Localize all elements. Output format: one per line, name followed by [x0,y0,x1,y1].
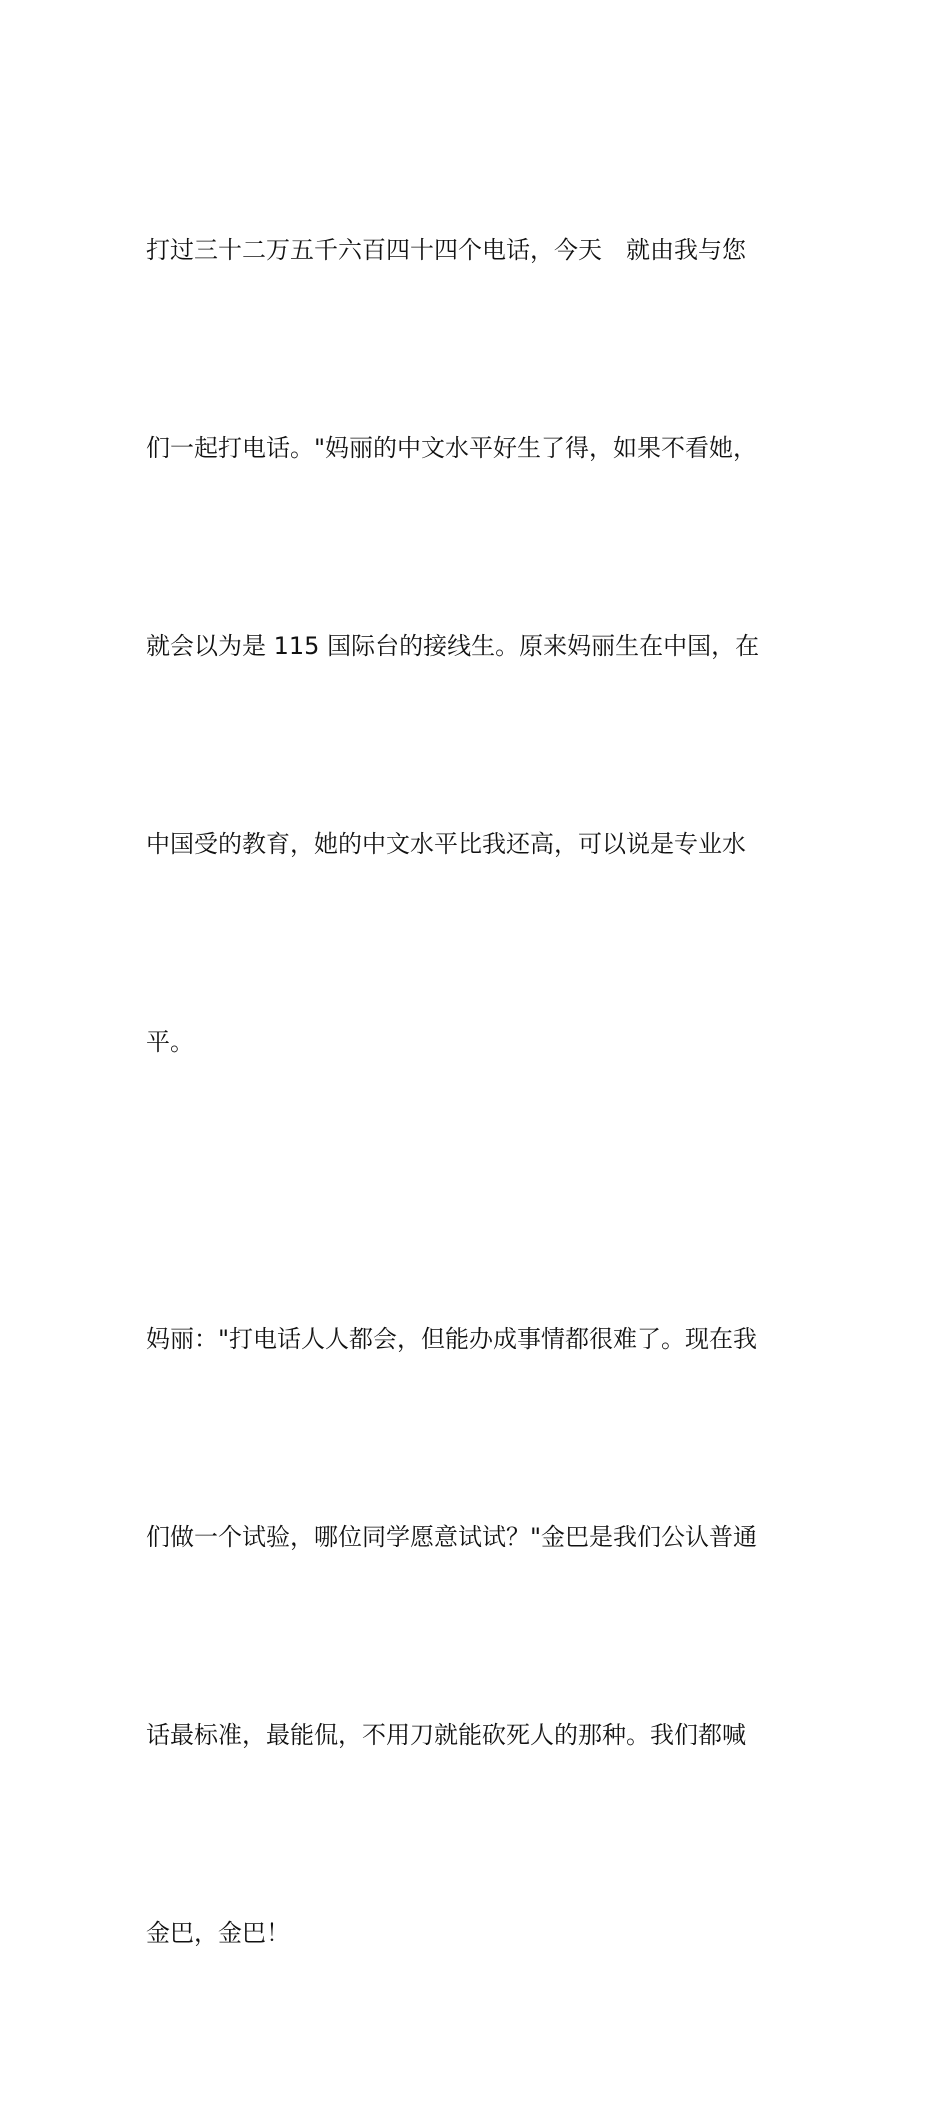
document-body [146,127,811,2107]
text-line: 们一起打电话。"妈丽的中文水平好生了得，如果不看她， [146,434,758,462]
text-line: 们做一个试验，哪位同学愿意试试？"金巴是我们公认普通 [146,1523,758,1551]
text-line: 打过三十二万五千六百四十四个电话，今天 就由我与您 [146,236,746,264]
text-line: 就会以为是 115 国际台的接线生。原来妈丽生在中国，在 [146,632,760,660]
text-line: 金巴，金巴！ [146,1919,290,1947]
paragraph-2 [146,1216,811,2107]
paragraph-1 [146,127,811,1216]
text-line: 话最标准，最能侃，不用刀就能砍死人的那种。我们都喊 [146,1721,746,1749]
text-line: 平。 [146,1028,194,1056]
text-line: 妈丽："打电话人人都会，但能办成事情都很难了。现在我 [146,1325,758,1353]
text-line: 中国受的教育，她的中文水平比我还高，可以说是专业水 [146,830,746,858]
